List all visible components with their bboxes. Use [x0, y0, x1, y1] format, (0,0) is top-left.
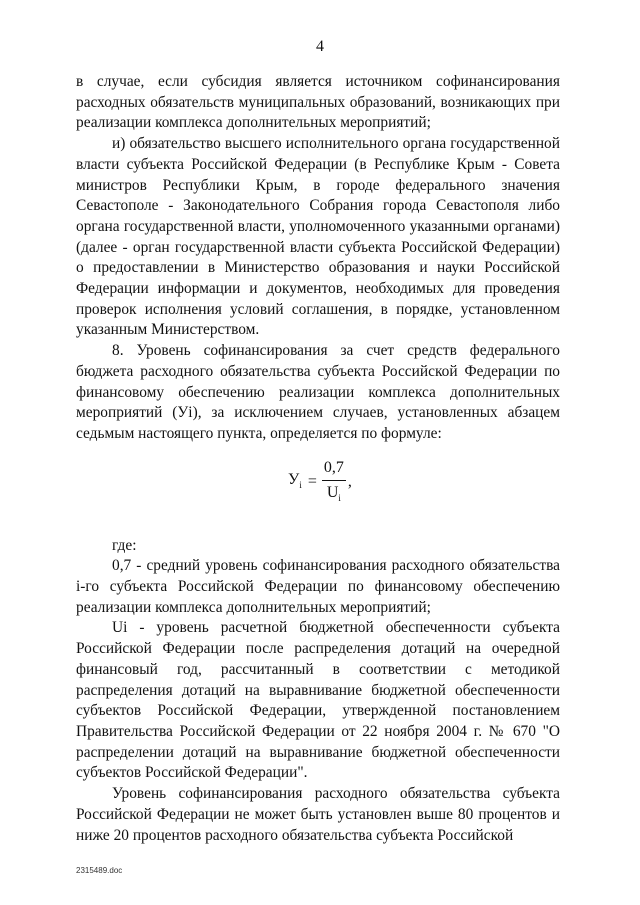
paragraph-item-i: и) обязательство высшего исполнительного органа государственной власти субъекта Российской Федерации (в Республике Крым - Совета министров Республики Крым, в городе федерального значения Севастополе - Законодательного Собрания города Севастополя либо органа государственной власти, уполномоченного указанными органами) (далее - орган государственной власти субъекта Российской Федерации) о предоставлении в Министерство образования и науки Российской Федерации информации и документов, необходимых для проведения проверок исполнения условий соглашения, в порядке, установленном указанным Министерством.: [76, 135, 560, 339]
paragraph-definition-ui: Ui - уровень расчетной бюджетной обеспеченности субъекта Российской Федерации после распределения дотаций на очередной финансовый год, рассчитанный в соответствии с методикой распределения дотаций на выравнивание бюджетной обеспеченности субъектов Российской Федерации, утвержденной постановлением Правительства Российской Федерации от 22 ноября 2004 г. № 670 "О распределении дотаций на выравнивание бюджетной обеспеченности субъектов Российской Федерации".: [76, 619, 560, 782]
formula-lhs: [288, 470, 302, 496]
formula-denominator-symbol: U: [326, 483, 339, 501]
document-body: [76, 72, 560, 846]
where-label: где:: [112, 536, 137, 554]
formula-block: [76, 454, 560, 530]
paragraph-cofinancing-limits: Уровень софинансирования расходного обязательства субъекта Российской Федерации не может быть установлен выше 80 процентов и ниже 20 процентов расходного обязательства субъекта Российской: [76, 785, 560, 844]
paragraph-subsidy-case: в случае, если субсидия является источником софинансирования расходных обязательств муниципальных образований, возникающих при реализации комплекса дополнительных мероприятий;: [76, 73, 560, 132]
formula-lhs-subscript: i: [299, 479, 302, 490]
formula-denominator: [327, 481, 341, 508]
formula-denominator-subscript: i: [338, 492, 341, 503]
page-number: 4: [316, 38, 324, 55]
formula: [288, 458, 352, 508]
paragraph-item-8: 8. Уровень софинансирования за счет средств федерального бюджета расходного обязательства субъекта Российской Федерации по финансовому обеспечению реализации комплекса дополнительных мероприятий (Уi), за исключением случаев, установленных абзацем седьмым настоящего пункта, определяется по формуле:: [76, 342, 560, 442]
formula-equals: =: [307, 473, 317, 491]
footer-doc-code: 2315489.doc: [76, 866, 123, 875]
formula-lhs-symbol: У: [288, 470, 300, 488]
paragraph-definition-07: 0,7 - средний уровень софинансирования расходного обязательства i-го субъекта Российской Федерации по финансовому обеспечению реализации комплекса дополнительных мероприятий;: [76, 557, 560, 616]
formula-numerator: 0,7: [322, 458, 346, 481]
formula-trailing-comma: ,: [347, 473, 352, 491]
formula-fraction: [322, 458, 346, 508]
